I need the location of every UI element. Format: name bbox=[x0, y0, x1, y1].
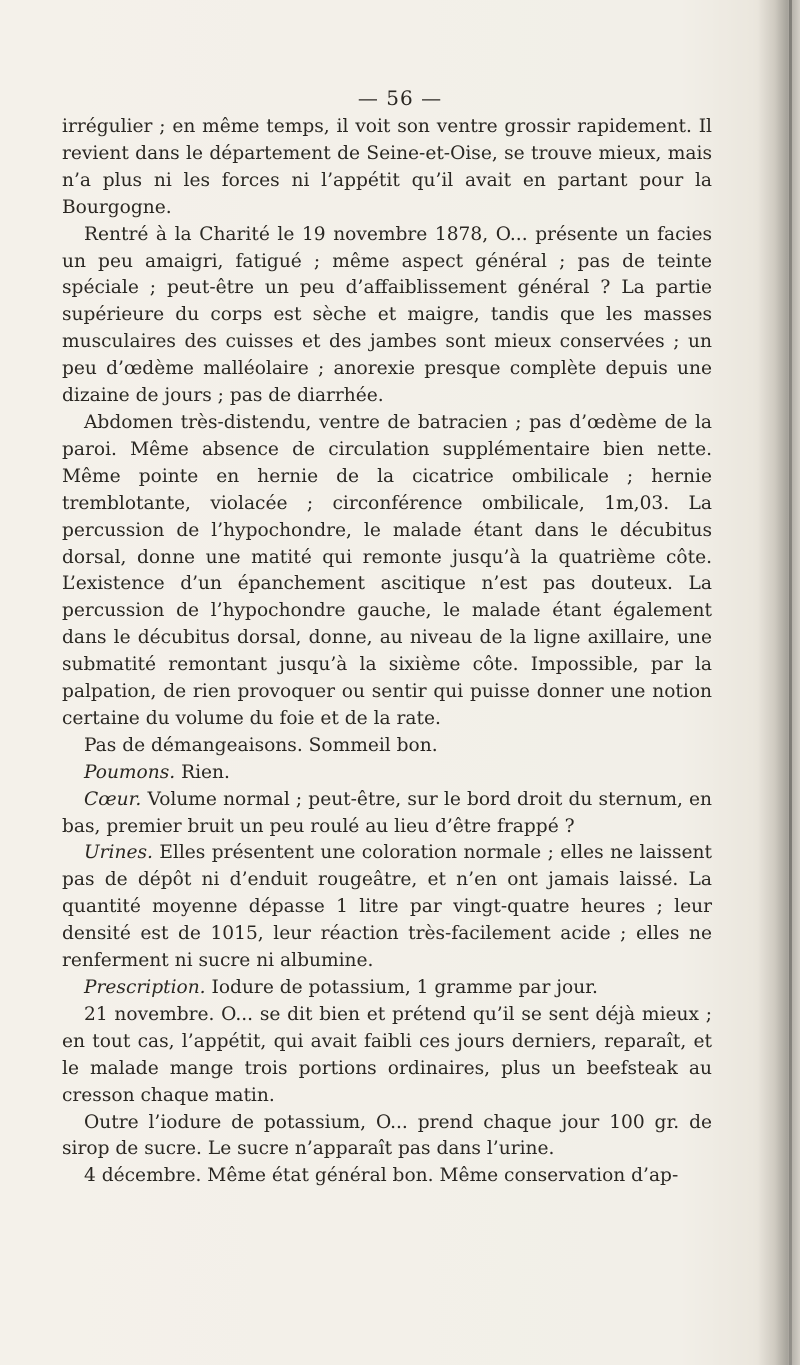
paragraph-coeur bbox=[62, 787, 712, 841]
paragraph-text: Rentré à la Charité le 19 novembre 1878, O... présente un facies un peu amaigri, fatigué ; même aspect général ; pas de teinte spéciale ; peut-être un peu d’affaiblissement général ? La partie supérieure du corps est sèche et maigre, tandis que les masses musculaires des cuisses et des jambes sont mieux conservées ; un peu d’œdème malléolaire ; anorexie presque complète depuis une dizaine de jours ; pas de diarrhée. bbox=[62, 223, 712, 407]
paragraph-4-decembre bbox=[62, 1163, 712, 1190]
paragraph-text: Abdomen très-distendu, ventre de batracien ; pas d’œdème de la paroi. Même absence de circulation supplémentaire bien nette. Même pointe en hernie de la cicatrice ombilicale ; hernie tremblotante, violacée ; circonférence ombilicale, 1m,03. La percussion de l’hypochondre, le malade étant dans le décubitus dorsal, donne une matité qui remonte jusqu’à la quatrième côte. L’existence d’un épanchement ascitique n’est pas douteux. La percussion de l’hypochondre gauche, le malade étant également dans le décubitus dorsal, donne, au niveau de la ligne axillaire, une submatité remontant jusqu’à la sixième côte. Impossible, par la palpation, de rien provoquer ou sentir qui puisse donner une notion certaine du volume du foie et de la rate. bbox=[62, 411, 712, 729]
paragraph-1 bbox=[62, 114, 712, 222]
page-edge-shadow bbox=[758, 0, 800, 1365]
paragraph-text: 4 décembre. Même état général bon. Même conservation d’ap- bbox=[84, 1165, 679, 1187]
paragraph-poumons bbox=[62, 760, 712, 787]
paragraph-text: Outre l’iodure de potassium, O... prend chaque jour 100 gr. de sirop de sucre. Le sucre n’apparaît pas dans l’urine. bbox=[62, 1111, 712, 1160]
paragraph-urines bbox=[62, 840, 712, 975]
binding-edge bbox=[789, 0, 792, 1365]
paragraph-4 bbox=[62, 733, 712, 760]
paragraph-21-novembre bbox=[62, 1002, 712, 1110]
paragraph-2 bbox=[62, 222, 712, 410]
paragraph-text: Volume normal ; peut-être, sur le bord droit du sternum, en bas, premier bruit un peu roulé au lieu d’être frappé ? bbox=[62, 788, 712, 837]
page-number: — 56 — bbox=[357, 86, 443, 110]
paragraph-text: Iodure de potassium, 1 gramme par jour. bbox=[205, 977, 598, 998]
paragraph-3 bbox=[62, 410, 712, 733]
paragraph-label: Cœur. bbox=[84, 788, 142, 810]
paragraph-iodure bbox=[62, 1110, 712, 1164]
paragraph-prescription bbox=[62, 975, 712, 1002]
paragraph-label: Poumons. bbox=[84, 761, 176, 783]
paragraph-text: Rien. bbox=[175, 761, 230, 783]
body-text bbox=[62, 114, 712, 1190]
paragraph-text: Pas de démangeaisons. Sommeil bon. bbox=[84, 734, 438, 756]
paragraph-label: Urines. bbox=[84, 842, 153, 864]
paragraph-text: irrégulier ; en même temps, il voit son ventre grossir rapidement. Il revient dans le département de Seine-et-Oise, se trouve mieux, mais n’a plus ni les forces ni l’appétit qu’il avait en partant pour la Bourgogne. bbox=[62, 116, 712, 218]
paragraph-text: 21 novembre. O... se dit bien et prétend qu’il se sent déjà mieux ; en tout cas, l’appétit, qui avait faibli ces jours derniers, reparaît, et le malade mange trois portions ordinaires, plus un beefsteak au cresson chaque matin. bbox=[62, 1003, 712, 1106]
paragraph-text: Elles présentent une coloration normale ; elles ne laissent pas de dépôt ni d’enduit rougeâtre, et n’en ont jamais laissé. La quantité moyenne dépasse 1 litre par vingt-quatre heures ; leur densité est de 1015, leur réaction très-facilement acide ; elles ne renferment ni sucre ni albumine. bbox=[62, 842, 712, 972]
paragraph-label: Prescription. bbox=[84, 977, 206, 998]
